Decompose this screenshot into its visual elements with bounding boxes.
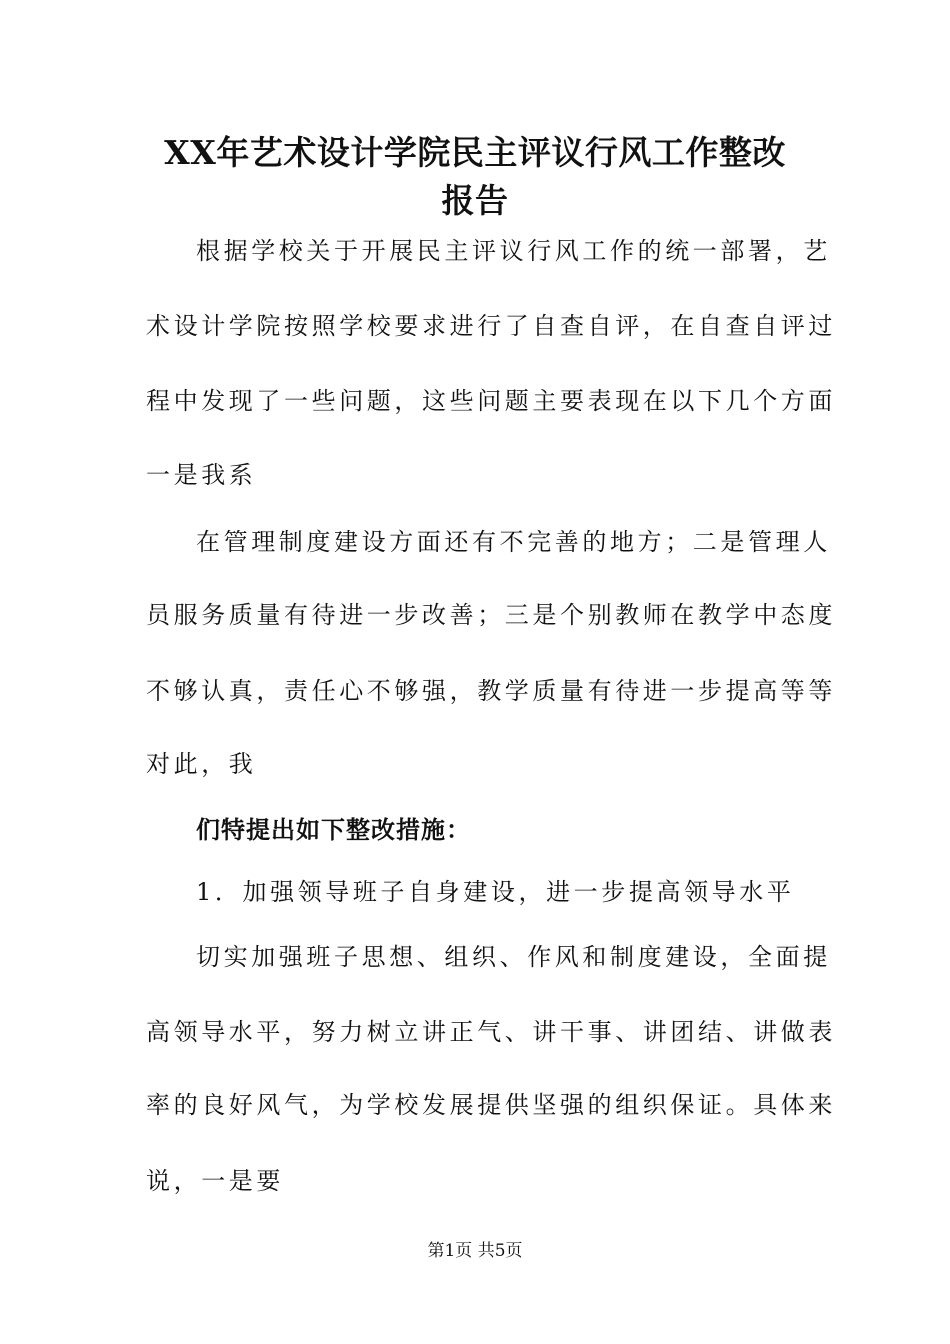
paragraph-5-line-4: 说，一是要 <box>146 1167 284 1195</box>
document-title-line-2: 报告 <box>441 181 509 220</box>
paragraph-5-line-1: 切实加强班子思想、组织、作风和制度建设，全面提 <box>196 943 831 971</box>
paragraph-1-line-2: 术设计学院按照学校要求进行了自查自评，在自查自评过 <box>146 312 836 340</box>
document-title-line-1: XX年艺术设计学院民主评议行风工作整改 <box>164 133 786 172</box>
paragraph-2-line-4: 对此，我 <box>146 750 257 778</box>
paragraph-1-line-4: 一是我系 <box>146 461 257 489</box>
paragraph-2-line-1: 在管理制度建设方面还有不完善的地方；二是管理人 <box>196 528 831 556</box>
paragraph-2-line-2: 员服务质量有待进一步改善；三是个别教师在教学中态度 <box>146 601 836 629</box>
measures-heading: 们特提出如下整改措施： <box>196 815 471 844</box>
paragraph-2-line-3: 不够认真，责任心不够强，教学质量有待进一步提高等等 <box>146 677 836 705</box>
paragraph-1-line-1: 根据学校关于开展民主评议行风工作的统一部署，艺 <box>196 237 831 265</box>
measure-1-heading: 1．加强领导班子自身建设，进一步提高领导水平 <box>196 878 795 906</box>
page-number-footer: 第1页 共5页 <box>427 1241 523 1261</box>
paragraph-1-line-3: 程中发现了一些问题，这些问题主要表现在以下几个方面 <box>146 387 836 415</box>
paragraph-5-line-3: 率的良好风气，为学校发展提供坚强的组织保证。具体来 <box>146 1091 836 1119</box>
paragraph-5-line-2: 高领导水平，努力树立讲正气、讲干事、讲团结、讲做表 <box>146 1018 836 1046</box>
